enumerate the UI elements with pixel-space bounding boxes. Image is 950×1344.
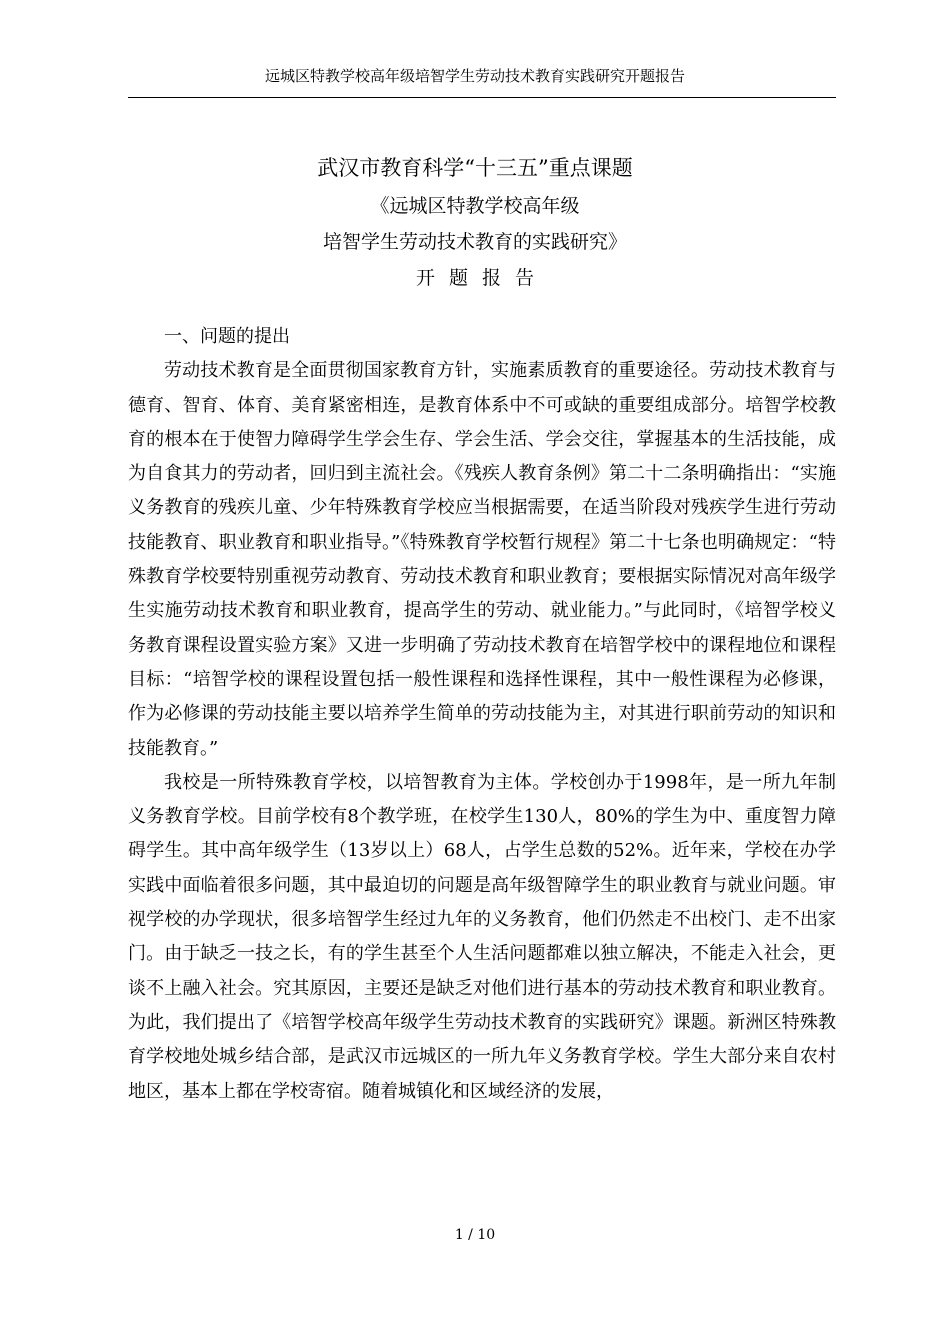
document-title: 武汉市教育科学“十三五”重点课题 <box>317 156 633 180</box>
document-body <box>128 320 836 1109</box>
header-divider <box>128 97 836 98</box>
project-title-line-1: 《远城区特教学校高年级 <box>370 195 580 217</box>
title-block <box>0 153 950 292</box>
running-header: 远城区特教学校高年级培智学生劳动技术教育实践研究开题报告 <box>264 67 685 85</box>
page-number: 1 / 10 <box>454 1227 496 1243</box>
report-type-title: 开题报告 <box>415 267 548 289</box>
paragraph: 劳动技术教育是全面贯彻国家教育方针，实施素质教育的重要途径。劳动技术教育与德育、智育、体育、美育紧密相连，是教育体系中不可或缺的重要组成部分。培智学校教育的根本在于使智力障碍学生学会生存、学会生活、学会交往，掌握基本的生活技能，成为自食其力的劳动者，回归到主流社会。《残疾人教育条例》第二十二条明确指出：“实施义务教育的残疾儿童、少年特殊教育学校应当根据需要，在适当阶段对残疾学生进行劳动技能教育、职业教育和职业指导。”《特殊教育学校暂行规程》第二十七条也明确规定：“特殊教育学校要特别重视劳动教育、劳动技术教育和职业教育；要根据实际情况对高年级学生实施劳动技术教育和职业教育，提高学生的劳动、就业能力。”与此同时，《培智学校义务教育课程设置实验方案》又进一步明确了劳动技术教育在培智学校中的课程地位和课程目标：“培智学校的课程设置包括一般性课程和选择性课程，其中一般性课程为必修课，作为必修课的劳动技能主要以培养学生简单的劳动技能为主，对其进行职前劳动的知识和技能教育。” <box>128 360 836 759</box>
section-heading: 一、问题的提出 <box>164 326 290 347</box>
paragraph: 我校是一所特殊教育学校，以培智教育为主体。学校创办于1998年，是一所九年制义务教育学校。目前学校有8个教学班，在校学生130人，80%的学生为中、重度智力障碍学生。其中高年级学生（13岁以上）68人，占学生总数的52%。近年来，学校在办学实践中面临着很多问题，其中最迫切的问题是高年级智障学生的职业教育与就业问题。审视学校的办学现状，很多培智学生经过九年的义务教育，他们仍然走不出校门、走不出家门。由于缺乏一技之长，有的学生甚至个人生活问题都难以独立解决，不能走入社会，更谈不上融入社会。究其原因，主要还是缺乏对他们进行基本的劳动技术教育和职业教育。为此，我们提出了《培智学校高年级学生劳动技术教育的实践研究》课题。新洲区特殊教育学校地处城乡结合部，是武汉市远城区的一所九年义务教育学校。学生大部分来自农村地区，基本上都在学校寄宿。随着城镇化和区域经济的发展， <box>128 771 836 1102</box>
project-title-line-2: 培智学生劳动技术教育的实践研究》 <box>322 231 627 253</box>
